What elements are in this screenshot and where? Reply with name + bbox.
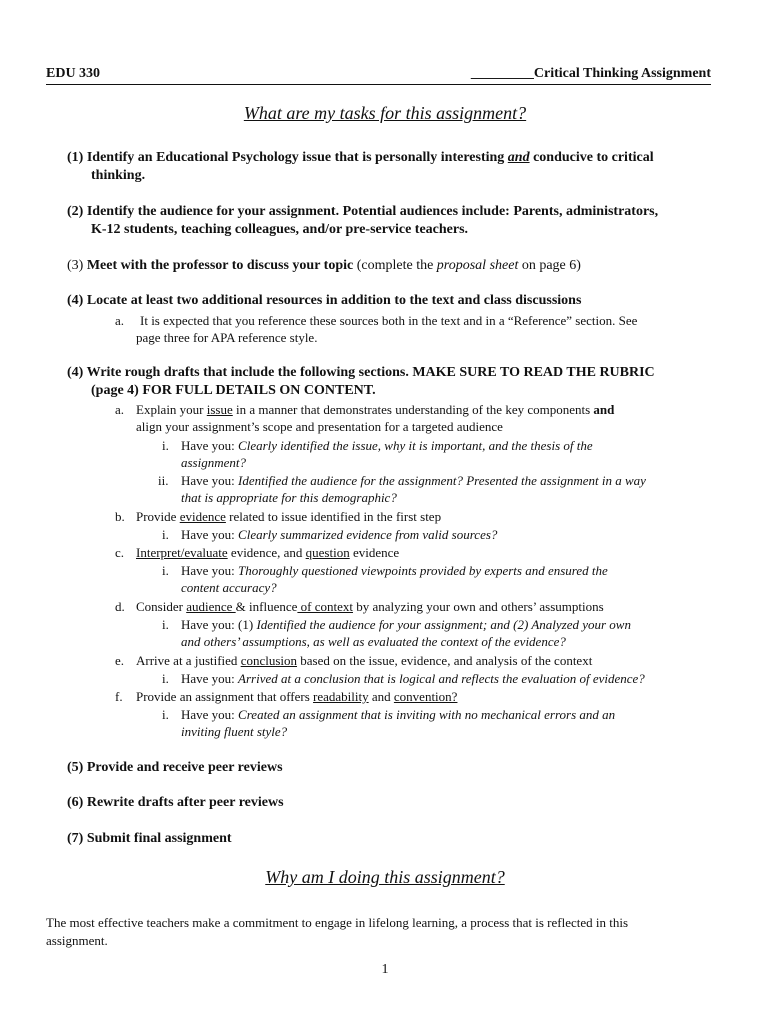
why-heading: Why am I doing this assignment? (265, 867, 505, 887)
section-e-check-i: Have you: Arrived at a conclusion that is logical and reflects the evaluation of evidence? (181, 671, 645, 686)
section-b-evidence: Provide evidence related to issue identified in the first step (136, 509, 442, 524)
document-page: EDU 330 _________Critical Thinking Assignment What are my tasks for this assignment? (1) Identify an Educational Psychology issue that is personally interesting and conducive to critical thinking. (2) Identify the audience for your assignment. Potential audiences include: Parents, administrators, K-12 students, teaching colleagues, and/or pre-service teachers. (3) Meet with the professor to discuss your topic (complete the proposal sheet on page 6) (4) Locate at least two additional resources in addition to the text and class discussions a. It is expected that you reference these sources both in the text and in a “Reference” section. See page three for APA reference style. (4) Write rough drafts that include the following sections. MAKE SURE TO READ THE RUBRIC (page 4) FOR FULL DETAILS ON CONTENT. a. Explain your issue in a manner that demonstrates understanding of the key components and align your assignment’s scope and presentation for a targeted audience i. Have you: Clearly identified the issue, why it is important, and the thesis of the assignment? ii. Have you: Identified the audience for the assignment? Presented the assignment in a way that is appropriate for this demographic? b. Provide evidence related to issue identified in the first step i. Have you: Clearly summarized evidence from valid sources? c. Interpret/evaluate evidence, and question evidence i. Have you: Thoroughly questioned viewpoints provided by experts and ensured the content accuracy? d. Consider audience & influence of context by analyzing your own and others’ assumptions i. Have you: (1) Identified the audience for your assignment; and (2) Analyzed your own and others’ assumptions, as well as evaluated the context of the evidence? e. Arrive at a justified conclusion based on the issue, evidence, and analysis of the context i. Have you: Arrived at a conclusion that is logical and reflects the evaluation of evidence? f. Provide an assignment that offers readability and convention? i. Have you: Created an assignment that is inviting with no mechanical errors and an inviting fluent style? (5) Provide and receive peer reviews (6) Rewrite drafts after peer reviews (7) Submit final assignment Why am I doing this assignment? The most effective teachers make a commitment to engage in lifelong learning, a process that is reflected in this assignment. 1 (0, 0, 770, 1024)
section-c-check-i: Have you: Thoroughly questioned viewpoints provided by experts and ensured the content accuracy? (181, 563, 608, 595)
course-code: EDU 330 (46, 66, 101, 81)
section-b-check-i: Have you: Clearly summarized evidence from valid sources? (181, 527, 498, 542)
task-1: (1) Identify an Educational Psychology issue that is personally interesting and conducive to critical thinking. (67, 150, 654, 183)
tasks-heading: What are my tasks for this assignment? (243, 103, 527, 123)
section-f-readability: Provide an assignment that offers readability and convention? (136, 689, 458, 704)
task-peer-reviews: (5) Provide and receive peer reviews (67, 760, 283, 775)
section-c-interpret: Interpret/evaluate evidence, and question evidence (136, 545, 400, 560)
task-submit-final: (7) Submit final assignment (67, 831, 232, 846)
section-d-audience: Consider audience & influence of context by analyzing your own and others’ assumptions (136, 599, 604, 614)
task-rewrite-drafts: (6) Rewrite drafts after peer reviews (67, 795, 284, 810)
task-1-emphasis: and (507, 150, 530, 165)
section-f-check-i: Have you: Created an assignment that is inviting with no mechanical errors and an inviting fluent style? (181, 707, 616, 739)
section-a-check-ii: Have you: Identified the audience for the assignment? Presented the assignment in a way that is appropriate for this demographic? (181, 473, 646, 505)
page-number: 1 (381, 962, 389, 977)
section-a-check-i: Have you: Clearly identified the issue, why it is important, and the thesis of the assignment? (181, 438, 593, 470)
task-3: (3) Meet with the professor to discuss your topic (complete the proposal sheet on page 6) (67, 258, 581, 273)
task-4: (4) Locate at least two additional resources in addition to the text and class discussions (67, 293, 582, 308)
assignment-title: _________Critical Thinking Assignment (470, 66, 711, 81)
task-4-subitem-a: It is expected that you reference these sources both in the text and in a “Reference” section. See page three for APA reference style. (136, 313, 638, 345)
section-e-conclusion: Arrive at a justified conclusion based on the issue, evidence, and analysis of the context (136, 653, 593, 668)
section-a-issue: Explain your issue in a manner that demonstrates understanding of the key components and align your assignment’s scope and presentation for a targeted audience (136, 402, 615, 434)
page-header (46, 64, 711, 85)
closing-paragraph: The most effective teachers make a commitment to engage in lifelong learning, a process that is reflected in this assignment. (46, 915, 629, 948)
task-5: (4) Write rough drafts that include the following sections. MAKE SURE TO READ THE RUBRIC (page 4) FOR FULL DETAILS ON CONTENT. (67, 365, 655, 398)
task-2: (2) Identify the audience for your assignment. Potential audiences include: Parents, administrators, K-12 students, teaching colleagues, and/or pre-service teachers. (67, 204, 659, 237)
section-d-check-i: Have you: (1) Identified the audience for your assignment; and (2) Analyzed your own and others’ assumptions, as well as evaluated the context of the evidence? (181, 617, 631, 649)
